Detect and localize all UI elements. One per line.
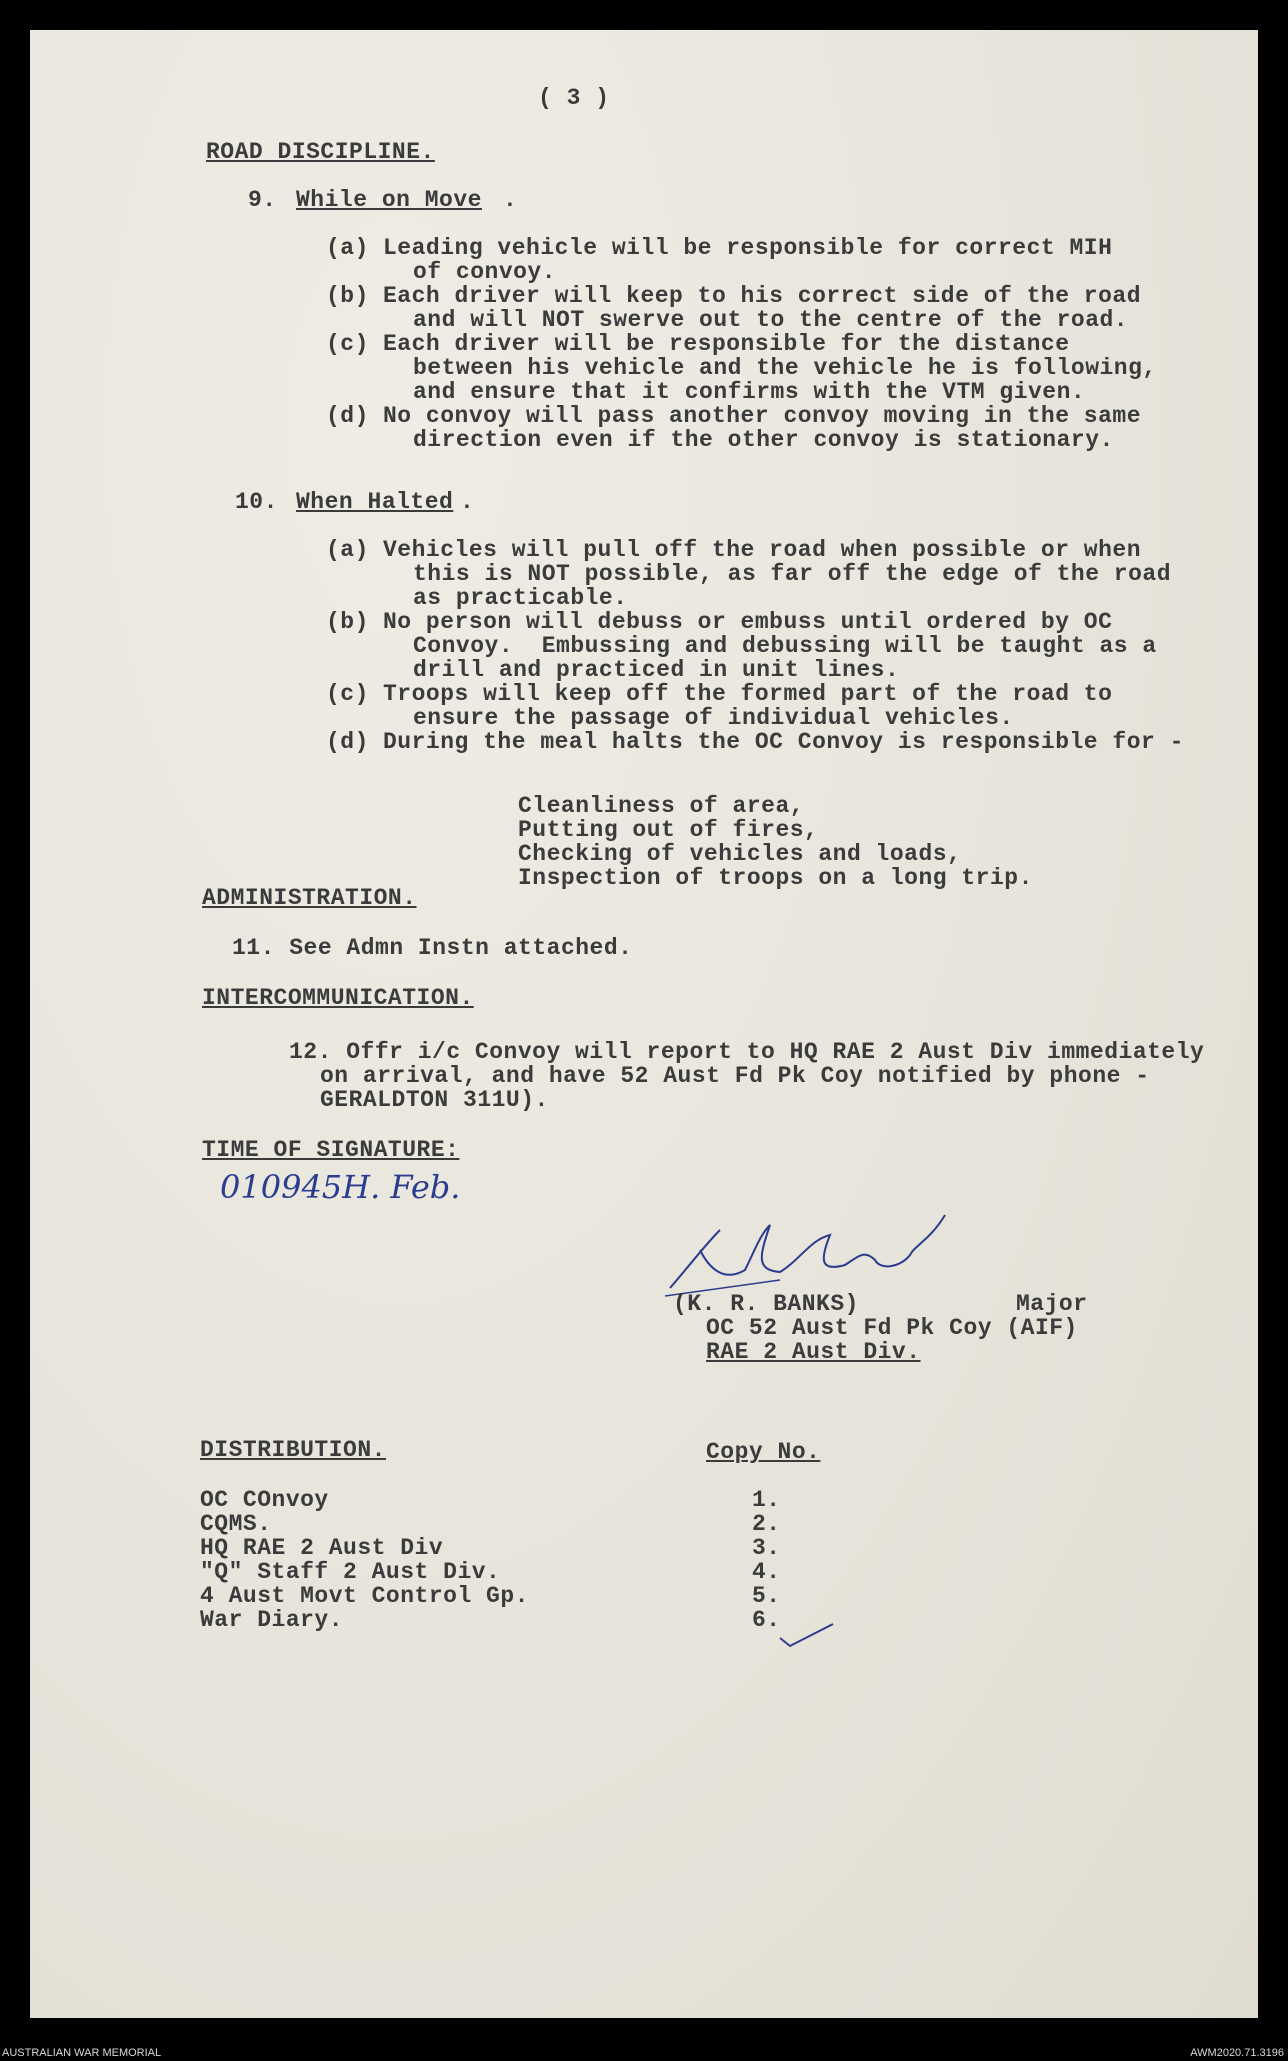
para10-sublist-item: Putting out of fires, [518, 817, 819, 843]
para9-item-line: and ensure that it confirms with the VTM given. [413, 379, 1086, 405]
para9-item-line: and will NOT swerve out to the centre of the road. [413, 307, 1129, 333]
heading-intercommunication: INTERCOMMUNICATION. [202, 985, 474, 1011]
para10-item-label: (c) [326, 681, 369, 707]
para9-item-line: Each driver will keep to his correct side of the road [383, 283, 1142, 309]
para9-item-label: (c) [326, 331, 369, 357]
para12-line-2: on arrival, and have 52 Aust Fd Pk Coy notified by phone - [320, 1063, 1150, 1089]
para9-item-line: of convoy. [413, 259, 557, 285]
heading-time-of-signature: TIME OF SIGNATURE: [202, 1137, 460, 1163]
para10-item-label: (b) [326, 609, 369, 635]
para10-item-line: No person will debuss or embuss until ordered by OC [383, 609, 1113, 635]
para10-item-line: drill and practiced in unit lines. [413, 657, 900, 683]
para10-item-label: (a) [326, 537, 369, 563]
para12-line-1: 12. Offr i/c Convoy will report to HQ RAE 2 Aust Div immediately [289, 1039, 1205, 1065]
distribution-recipient: OC COnvoy [200, 1487, 329, 1513]
para9-item-line: No convoy will pass another convoy moving in the same [383, 403, 1142, 429]
distribution-recipient: "Q" Staff 2 Aust Div. [200, 1559, 501, 1585]
heading-road-discipline: ROAD DISCIPLINE. [206, 139, 435, 165]
para9-title: While on Move [296, 187, 482, 213]
signature-name: (K. R. BANKS) [673, 1291, 859, 1317]
distribution-copy-number: 1. [752, 1487, 781, 1513]
footer-institution: AUSTRALIAN WAR MEMORIAL [2, 2047, 162, 2059]
distribution-recipient: HQ RAE 2 Aust Div [200, 1535, 444, 1561]
para10-item-line: Troops will keep off the formed part of the road to [383, 681, 1113, 707]
para10-item-line: Convoy. Embussing and debussing will be taught as a [413, 633, 1157, 659]
distribution-recipient: War Diary. [200, 1607, 344, 1633]
para9-item-line: direction even if the other convoy is stationary. [413, 427, 1114, 453]
para10-number: 10. [235, 489, 278, 515]
signature-division: RAE 2 Aust Div. [706, 1339, 921, 1365]
para10-sublist-item: Cleanliness of area, [518, 793, 805, 819]
para9-item-label: (a) [326, 235, 369, 261]
copy-no-header: Copy No. [706, 1439, 821, 1465]
para9-title-period: . [503, 187, 518, 213]
para9-item-line: between his vehicle and the vehicle he is following, [413, 355, 1157, 381]
para10-item-line: as practicable. [413, 585, 628, 611]
signature-rank: Major [1016, 1291, 1088, 1317]
footer-accession-number: AWM2020.71.3196 [1190, 2047, 1284, 2059]
para10-item-line: Vehicles will pull off the road when possible or when [383, 537, 1142, 563]
para9-item-line: Leading vehicle will be responsible for correct MIH [383, 235, 1113, 261]
heading-administration: ADMINISTRATION. [202, 885, 417, 911]
signature-scribble [660, 1210, 960, 1300]
distribution-copy-number: 5. [752, 1583, 781, 1609]
para10-sublist-item: Inspection of troops on a long trip. [518, 865, 1033, 891]
check-mark [778, 1620, 838, 1650]
para10-title-period: . [460, 489, 475, 515]
signature-unit: OC 52 Aust Fd Pk Coy (AIF) [706, 1315, 1078, 1341]
para9-item-line: Each driver will be responsible for the distance [383, 331, 1070, 357]
distribution-recipient: 4 Aust Movt Control Gp. [200, 1583, 529, 1609]
distribution-copy-number: 6. [752, 1607, 781, 1633]
para11: 11. See Admn Instn attached. [232, 935, 633, 961]
heading-distribution: DISTRIBUTION. [200, 1437, 386, 1463]
page-number: ( 3 ) [538, 85, 610, 111]
para10-item-line: During the meal halts the OC Convoy is responsible for - [383, 729, 1184, 755]
para10-item-label: (d) [326, 729, 369, 755]
para9-item-label: (d) [326, 403, 369, 429]
document-page [30, 30, 1258, 2018]
para10-title: When Halted [296, 489, 454, 515]
handwritten-time: 010945H. Feb. [220, 1168, 461, 1206]
para9-item-label: (b) [326, 283, 369, 309]
distribution-recipient: CQMS. [200, 1511, 272, 1537]
distribution-copy-number: 3. [752, 1535, 781, 1561]
para9-number: 9. [248, 187, 277, 213]
para10-item-line: ensure the passage of individual vehicles. [413, 705, 1014, 731]
distribution-copy-number: 2. [752, 1511, 781, 1537]
para10-item-line: this is NOT possible, as far off the edge of the road [413, 561, 1172, 587]
para12-line-3: GERALDTON 311U). [320, 1087, 549, 1113]
para10-sublist-item: Checking of vehicles and loads, [518, 841, 962, 867]
distribution-copy-number: 4. [752, 1559, 781, 1585]
